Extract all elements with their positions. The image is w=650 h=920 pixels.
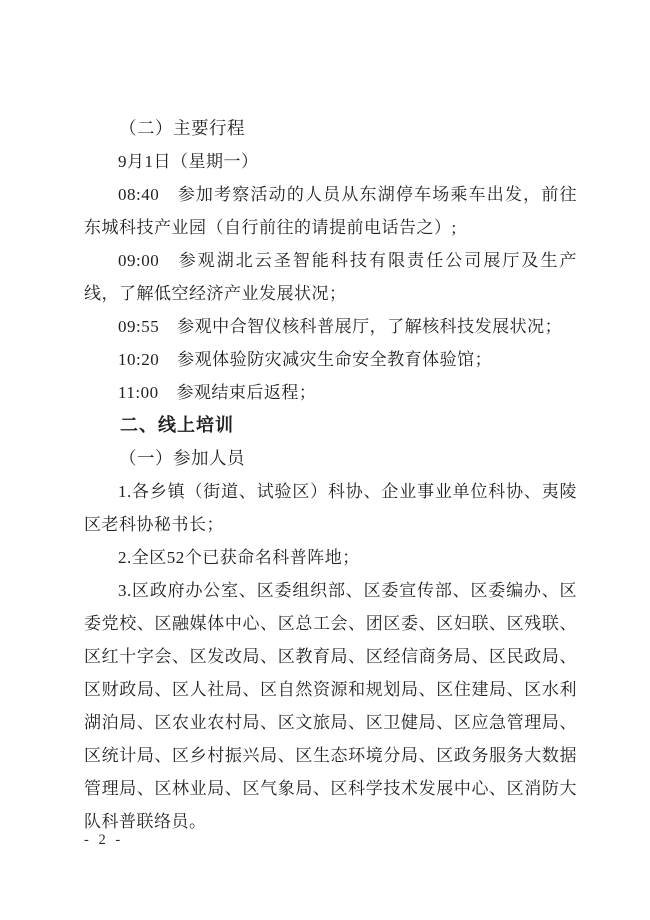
schedule-activity: 参加考察活动的人员从东湖停车场乘车出发，前往东城科技产业园（自行前往的请提前电话告之）; [84,185,577,237]
trip-section-heading: （二）主要行程 [119,118,245,138]
participants-item: 1.各乡镇（街道、试验区）科协、企业事业单位科协、夷陵区老科协秘书长； [84,482,577,534]
schedule-row [84,376,577,409]
schedule-activity: 参观体验防灾减灾生命安全教育体验馆； [177,350,493,369]
schedule-time: 09:55 [118,317,160,336]
schedule-activity: 参观湖北云圣智能科技有限责任公司展厅及生产线，了解低空经济产业发展状况； [84,251,577,303]
schedule-time: 09:00 [118,251,160,270]
schedule-row [84,178,577,244]
schedule-activity: 参观中合智仪核科普展厅，了解核科技发展状况； [177,317,563,336]
schedule-time: 08:40 [118,185,160,204]
document-body [84,112,577,838]
participants-subheading: （一）参加人员 [119,448,245,468]
trip-date-line: 9月1日（星期一） [118,152,259,171]
schedule-activity: 参观结束后返程； [176,383,317,402]
schedule-time: 11:00 [118,383,159,402]
schedule-row [84,244,577,310]
participants-item: 3.区政府办公室、区委组织部、区委宣传部、区委编办、区委党校、区融媒体中心、区总工会、团区委、区妇联、区残联、区红十字会、区发改局、区教育局、区经信商务局、区民政局、区财政局、区人社局、区自然资源和规划局、区住建局、区水利湖泊局、区农业农村局、区文旅局、区卫健局、区应急管理局、区统计局、区乡村振兴局、区生态环境分局、区政务服务大数据管理局、区林业局、区气象局、区科学技术发展中心、区消防大队科普联络员。 [84,581,577,831]
schedule-time: 10:20 [118,350,160,369]
page-number: - 2 - [84,832,124,848]
schedule-row [84,310,577,343]
participants-item: 2.全区52个已获命名科普阵地； [118,548,360,567]
online-training-heading: 二、线上培训 [120,415,234,435]
schedule-row [84,343,577,376]
